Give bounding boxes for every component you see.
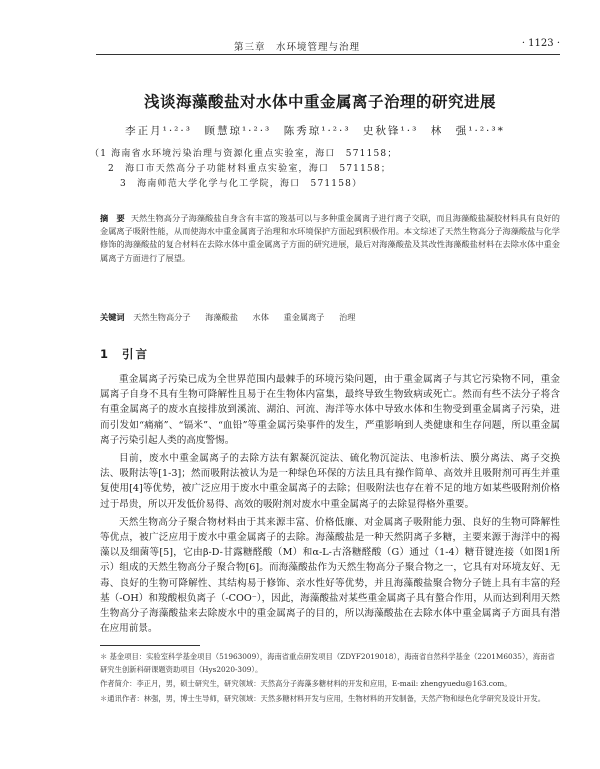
keywords-label: 关键词 [100, 312, 125, 322]
chapter-title: 第三章 水环境管理与治理 [234, 42, 361, 53]
running-header [96, 38, 560, 55]
keyword: 重金属离子 [283, 312, 325, 322]
affiliation-3: 3 海南师范大学化学与化工学院，海口 571158） [120, 179, 363, 189]
body-text [100, 372, 560, 639]
paper-title: 浅谈海藻酸盐对水体中重金属离子治理的研究进展 [143, 93, 496, 111]
keyword: 水体 [252, 312, 269, 322]
footnote-funding: ＊ 基金项目：实验室科学基金项目（51963009），海南省重点研发项目（ZDYF2019018），海南省自然科学基金（2201M6035），海南省研究生创新科研课题资助项目（Hys2020-309）。 [100, 652, 555, 674]
section-heading [100, 346, 149, 362]
affiliation-2: 2 海口市天然高分子功能材料重点实验室，海口 571158； [108, 164, 392, 174]
paragraph: 目前，废水中重金属离子的去除方法有絮凝沉淀法、硫化物沉淀法、电渗析法、膜分离法、离子交换法、吸附法等[1-3]；然而吸附法被认为是一种绿色环保的方法且具有操作简单、高效并且吸附剂可再生并重复使用[4]等优势，被广泛应用于废水中重金属离子的去除；但吸附法也存在着不足的地方如某些吸附剂价格过于昂贵，所以开发低价易得、高效的吸附剂对废水中重金属离子的去除显得格外重要。 [100, 453, 560, 510]
footnote-corresponding: ＊通讯作者：林强，男，博士生导师，研究领域：天然多糖材料开发与应用，生物材料的开发制备，天然产物和绿色化学研究及设计开发。 [100, 693, 546, 703]
section-title: 引言 [122, 347, 150, 361]
keyword: 治理 [339, 312, 356, 322]
footnotes [100, 651, 560, 707]
paragraph: 天然生物高分子聚合物材料由于其来源丰富、价格低廉、对金属离子吸附能力强、良好的生物可降解性等优点，被广泛应用于废水中重金属离子的去除。海藻酸盐是一种天然阴离子多糖，主要来源于海洋中的褐藻以及细菌等[5]，它由β-D-甘露糖醛酸（M）和α-L-古洛糖醛酸（G）通过（1-4）糖苷键连接（如图1所示）组成的天然生物高分子聚合物[6]。而海藻酸盐作为天然生物高分子聚合物之一，它具有对环境友好、无毒、良好的生物可降解性、其结构易于修饰、亲水性好等优势，并且海藻酸盐聚合物分子链上具有丰富的羟基（-OH）和羧酸根负离子（-COO⁻），因此，海藻酸盐对某些重金属离子具有螯合作用，从而达到利用天然生物高分子海藻酸盐来去除废水中的重金属离子的目的，所以海藻酸盐在去除水体中重金属离子方面具有潜在应用前景。 [100, 516, 560, 635]
keyword: 海藻酸盐 [205, 312, 238, 322]
page-number: · 1123 · [521, 38, 560, 49]
keywords [100, 312, 560, 323]
paragraph: 重金属离子污染已成为全世界范围内最棘手的环境污染问题，由于重金属离子与其它污染物不同，重金属离子自身不具有生物可降解性且易于在生物体内富集，最终导致生物致病或死亡。然而有些不法分子将含有重金属离子的废水直接排放到溪流、湖泊、河流、海洋等水体中导致水体和生物受到重金属离子污染，进而引发如“痛痛”、“镉米”、“血铅”等重金属污染事件的发生，严重影响到人类健康和生存问题，所以重金属离子污染引起人类的高度警惕。 [100, 374, 560, 446]
keyword: 天然生物高分子 [133, 312, 191, 322]
affiliation-1: （1 海南省水环境污染治理与资源化重点实验室，海口 571158； [90, 149, 398, 159]
abstract-label: 摘 要 [100, 213, 125, 223]
abstract [100, 212, 560, 265]
footnote-divider [100, 645, 200, 646]
author-list: 李正月¹·²·³ 顾慧琼¹·²·³ 陈秀琼¹·²·³ 史秋锋¹·³ 林 强¹·²·³* [125, 125, 505, 137]
footnote-author: 作者简介：李正月，男，硕士研究生，研究领域：天然高分子海藻多糖材料的开发和应用，E-mail: zhengyuedu@163.com。 [100, 679, 512, 688]
affiliations [90, 147, 560, 192]
abstract-text: 天然生物高分子海藻酸盐自身含有丰富的羧基可以与多种重金属离子进行离子交联，而且海藻酸盐凝胶材料具有良好的金属离子吸附性能，从而使海水中重金属离子治理和水环境保护方面起到积极作用。本文综述了天然生物高分子海藻酸盐与化学修饰的海藻酸盐的复合材料在去除水体中重金属离子方面的研究进展，最后对海藻酸盐及其改性海藻酸盐材料在去除水体中重金属离子方面进行了展望。 [100, 213, 560, 263]
section-number: 1 [100, 347, 111, 361]
